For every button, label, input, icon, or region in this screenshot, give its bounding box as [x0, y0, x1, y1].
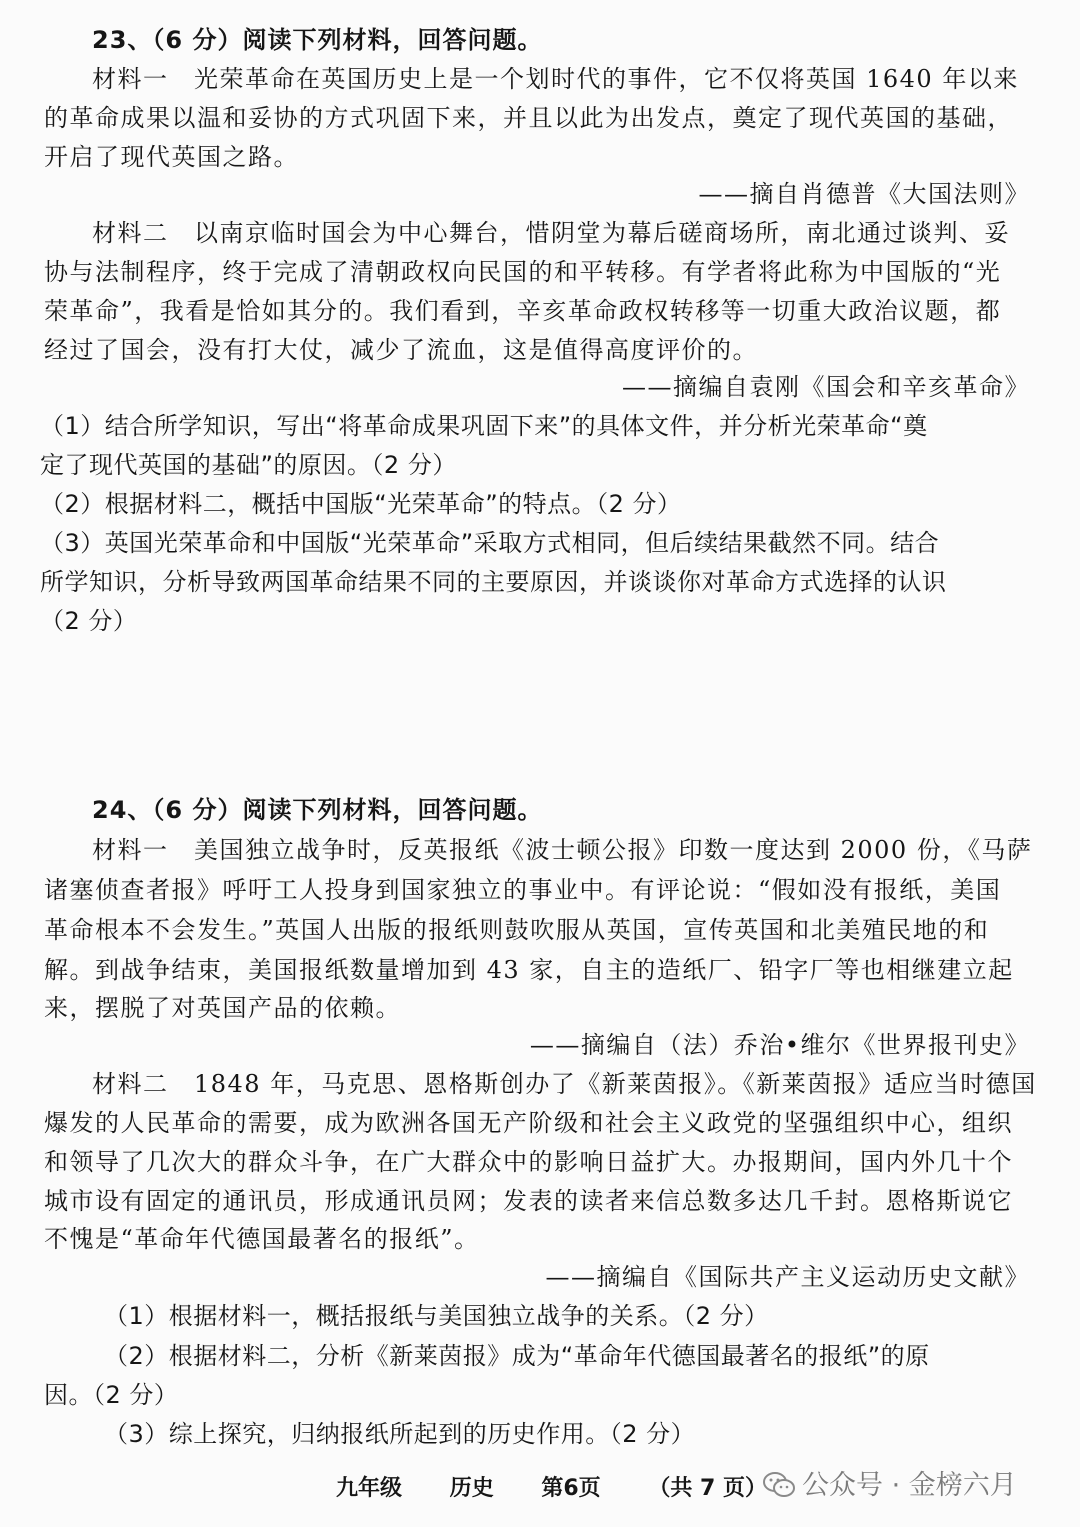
watermark	[762, 1466, 1017, 1506]
q23-m2-line-3: 荣革命”，我看是恰如其分的。我们看到，辛亥革命政权转移等一切重大政治议题，都	[44, 297, 1002, 325]
q24-m2-line-3: 和领导了几次大的群众斗争，在广大群众中的影响日益扩大。办报期间，国内外几十个	[44, 1148, 1013, 1176]
q23-m2-source: ——摘编自袁刚《国会和辛亥革命》	[622, 373, 1030, 401]
q24-sub3: （3）综上探究，归纳报纸所起到的历史作用。（2 分）	[104, 1420, 696, 1448]
q23-title: 23、（6 分）阅读下列材料，回答问题。	[92, 26, 543, 54]
footer-subject: 历史	[449, 1476, 494, 1501]
q23-sub1-line-2: 定了现代英国的基础”的原因。（2 分）	[40, 451, 457, 479]
q24-m1-line-4: 解。到战争结束，美国报纸数量增加到 43 家，自主的造纸厂、铅字厂等也相继建立起	[44, 956, 1014, 984]
footer-page: 第6页	[541, 1476, 601, 1501]
q24-m2-line-1: 材料二 1848 年，马克思、恩格斯创办了《新莱茵报》。《新莱茵报》适应当时德国	[92, 1070, 1037, 1098]
q24-sub2-line-1: （2）根据材料二，分析《新莱茵报》成为“革命年代德国最著名的报纸”的原	[104, 1342, 930, 1370]
q23-m1-line-3: 开启了现代英国之路。	[44, 143, 299, 171]
q24-m2-line-5: 不愧是“革命年代德国最著名的报纸”。	[44, 1225, 480, 1253]
q23-sub3-line-3: （2 分）	[40, 607, 138, 635]
page-footer	[336, 1472, 807, 1506]
q23-sub3-line-2: 所学知识，分析导致两国革命结果不同的主要原因，并谈谈你对革命方式选择的认识	[40, 568, 947, 596]
q24-m1-line-3: 革命根本不会发生。”英国人出版的报纸则鼓吹服从英国，宣传英国和北美殖民地的和	[44, 916, 990, 944]
q24-sub2-line-2: 因。（2 分）	[44, 1381, 179, 1409]
footer-total: （共 7 页）	[648, 1476, 767, 1501]
q23-sub2: （2）根据材料二，概括中国版“光荣革命”的特点。（2 分）	[40, 490, 682, 518]
q24-sub1: （1）根据材料一，概括报纸与美国独立战争的关系。（2 分）	[104, 1302, 769, 1330]
q24-m1-line-1: 材料一 美国独立战争时，反英报纸《波士顿公报》印数一度达到 2000 份，《马萨	[92, 836, 1033, 864]
q24-m2-source: ——摘编自《国际共产主义运动历史文献》	[545, 1263, 1030, 1291]
q23-m2-line-2: 协与法制程序，终于完成了清朝政权向民国的和平转移。有学者将此称为中国版的“光	[44, 258, 1002, 286]
q24-m1-line-5: 来，摆脱了对英国产品的依赖。	[44, 994, 401, 1022]
q23-m1-source: ——摘自肖德普《大国法则》	[698, 180, 1030, 208]
q23-sub3-line-1: （3）英国光荣革命和中国版“光荣革命”采取方式相同，但后续结果截然不同。结合	[40, 529, 940, 557]
q23-m1-line-1: 材料一 光荣革命在英国历史上是一个划时代的事件，它不仅将英国 1640 年以来	[92, 65, 1019, 93]
wechat-icon	[762, 1471, 796, 1499]
footer-grade: 九年级	[336, 1476, 403, 1501]
q23-m2-line-4: 经过了国会，没有打大仗，减少了流血，这是值得高度评价的。	[44, 336, 758, 364]
watermark-text: 公众号 · 金榜六月	[802, 1470, 1017, 1501]
q24-m1-source: ——摘编自（法）乔治•维尔《世界报刊史》	[529, 1031, 1030, 1059]
q23-m1-line-2: 的革命成果以温和妥协的方式巩固下来，并且以此为出发点，奠定了现代英国的基础，	[44, 104, 1013, 132]
q23-m2-line-1: 材料二 以南京临时国会为中心舞台，惜阴堂为幕后磋商场所，南北通过谈判、妥	[92, 219, 1010, 247]
q24-m2-line-2: 爆发的人民革命的需要，成为欧洲各国无产阶级和社会主义政党的坚强组织中心，组织	[44, 1109, 1013, 1137]
q24-m2-line-4: 城市设有固定的通讯员，形成通讯员网；发表的读者来信总数多达几千封。恩格斯说它	[44, 1187, 1013, 1215]
q23-sub1-line-1: （1）结合所学知识，写出“将革命成果巩固下来”的具体文件，并分析光荣革命“奠	[40, 412, 928, 440]
q24-m1-line-2: 诸塞侦查者报》呼吁工人投身到国家独立的事业中。有评论说：“假如没有报纸，美国	[44, 876, 1002, 904]
q24-title: 24、（6 分）阅读下列材料，回答问题。	[92, 796, 543, 824]
